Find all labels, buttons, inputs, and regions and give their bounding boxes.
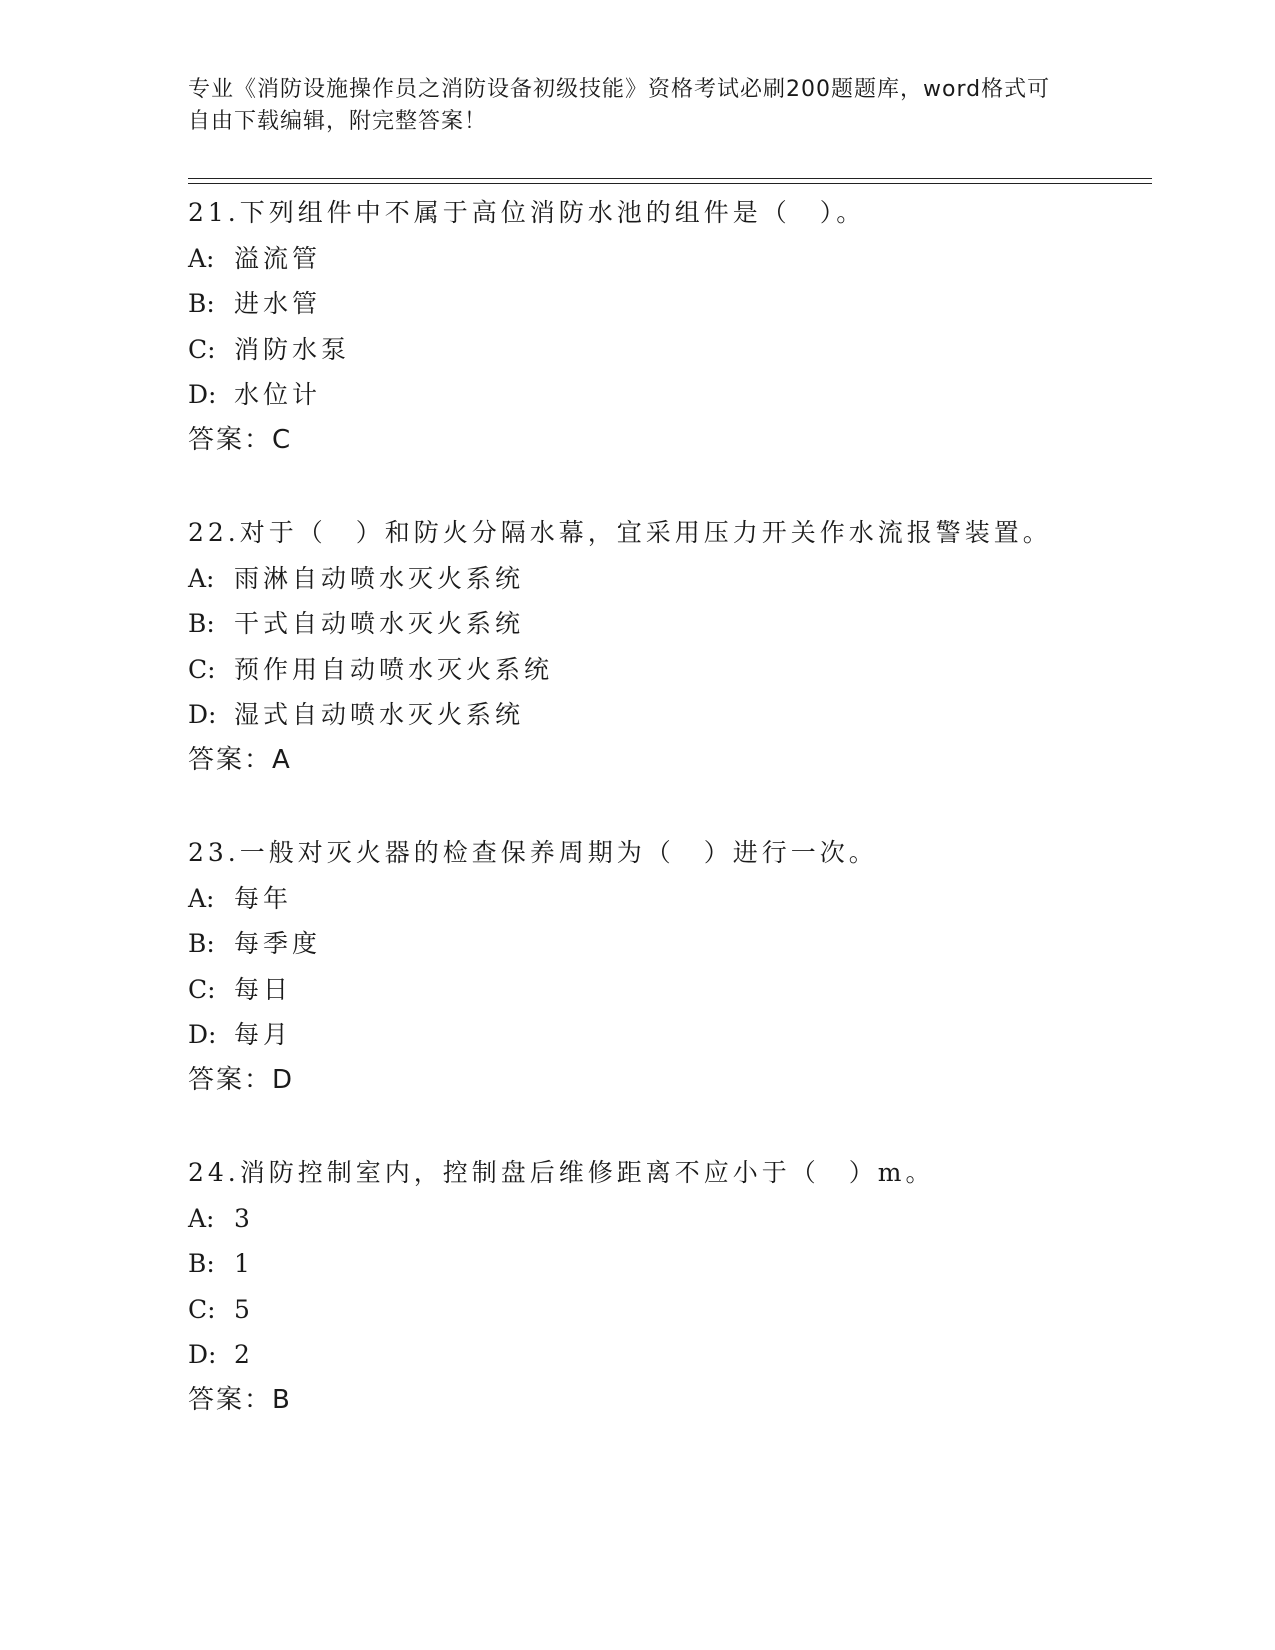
option-text: 水位计 [234, 380, 322, 409]
option-letter: A: [188, 563, 215, 593]
header-divider-bottom [188, 183, 1152, 184]
question-24 [188, 1150, 1152, 1470]
option-text: 湿式自动喷水灭火系统 [234, 700, 525, 729]
option-text: 2 [234, 1340, 254, 1369]
option-letter: B: [188, 609, 215, 638]
option-b [188, 921, 1152, 967]
question-stem [188, 510, 1152, 556]
option-letter: C: [188, 334, 216, 364]
option-c [188, 327, 1152, 373]
option-c [188, 967, 1152, 1013]
option-text: 干式自动喷水灭火系统 [234, 609, 525, 638]
option-b [188, 1241, 1152, 1287]
option-text: 预作用自动喷水灭火系统 [234, 654, 554, 684]
option-letter: B: [188, 1249, 215, 1278]
question-21 [188, 190, 1152, 510]
option-c [188, 647, 1152, 693]
option-b [188, 281, 1152, 327]
option-text: 每月 [234, 1020, 293, 1049]
option-letter: A: [188, 883, 215, 913]
option-letter: C: [188, 654, 216, 684]
option-d [188, 1012, 1152, 1058]
question-text: 下列组件中不属于高位消防水池的组件是（ ）。 [239, 198, 866, 227]
option-letter: A: [188, 1203, 215, 1233]
option-letter: D: [188, 1020, 217, 1049]
question-23 [188, 830, 1152, 1150]
option-letter: C: [188, 974, 216, 1004]
option-b [188, 601, 1152, 647]
question-text: 一般对灭火器的检查保养周期为（ ）进行一次。 [239, 838, 878, 867]
option-a [188, 1196, 1152, 1242]
option-text: 进水管 [234, 289, 322, 318]
option-text: 每年 [234, 883, 293, 913]
question-text: 消防控制室内，控制盘后维修距离不应小于（ ）m。 [239, 1158, 935, 1187]
option-text: 1 [234, 1249, 254, 1278]
question-stem [188, 830, 1152, 876]
option-letter: C: [188, 1294, 216, 1324]
question-number: 24. [188, 1158, 240, 1187]
header-divider-top [188, 178, 1152, 179]
question-list [188, 190, 1152, 1470]
answer-line: 答案：B [188, 1384, 292, 1415]
answer-line: 答案：A [188, 744, 292, 775]
option-a [188, 876, 1152, 922]
option-text: 3 [234, 1203, 254, 1233]
document-header: 专业《消防设施操作员之消防设备初级技能》资格考试必刷200题题库，word格式可自由下载编辑，附完整答案！ [188, 77, 1051, 134]
option-c [188, 1287, 1152, 1333]
option-text: 雨淋自动喷水灭火系统 [234, 563, 525, 593]
question-number: 23. [188, 838, 240, 867]
option-letter: B: [188, 289, 215, 318]
option-text: 溢流管 [234, 243, 322, 273]
question-22 [188, 510, 1152, 830]
option-d [188, 372, 1152, 418]
option-a [188, 236, 1152, 282]
option-letter: D: [188, 700, 217, 729]
option-text: 消防水泵 [234, 334, 351, 364]
option-text: 每日 [234, 974, 293, 1004]
question-stem [188, 1150, 1152, 1196]
option-letter: B: [188, 929, 215, 958]
option-text: 每季度 [234, 929, 322, 958]
question-stem [188, 190, 1152, 236]
option-d [188, 1332, 1152, 1378]
question-text: 对于（ ）和防火分隔水幕，宜采用压力开关作水流报警装置。 [239, 518, 1052, 547]
option-letter: D: [188, 380, 217, 409]
question-number: 21. [188, 198, 240, 227]
option-a [188, 556, 1152, 602]
option-letter: A: [188, 243, 215, 273]
answer-line: 答案：D [188, 1064, 295, 1095]
option-d [188, 692, 1152, 738]
option-text: 5 [234, 1294, 254, 1324]
option-letter: D: [188, 1340, 217, 1369]
question-number: 22. [188, 518, 240, 547]
answer-line: 答案：C [188, 424, 293, 455]
